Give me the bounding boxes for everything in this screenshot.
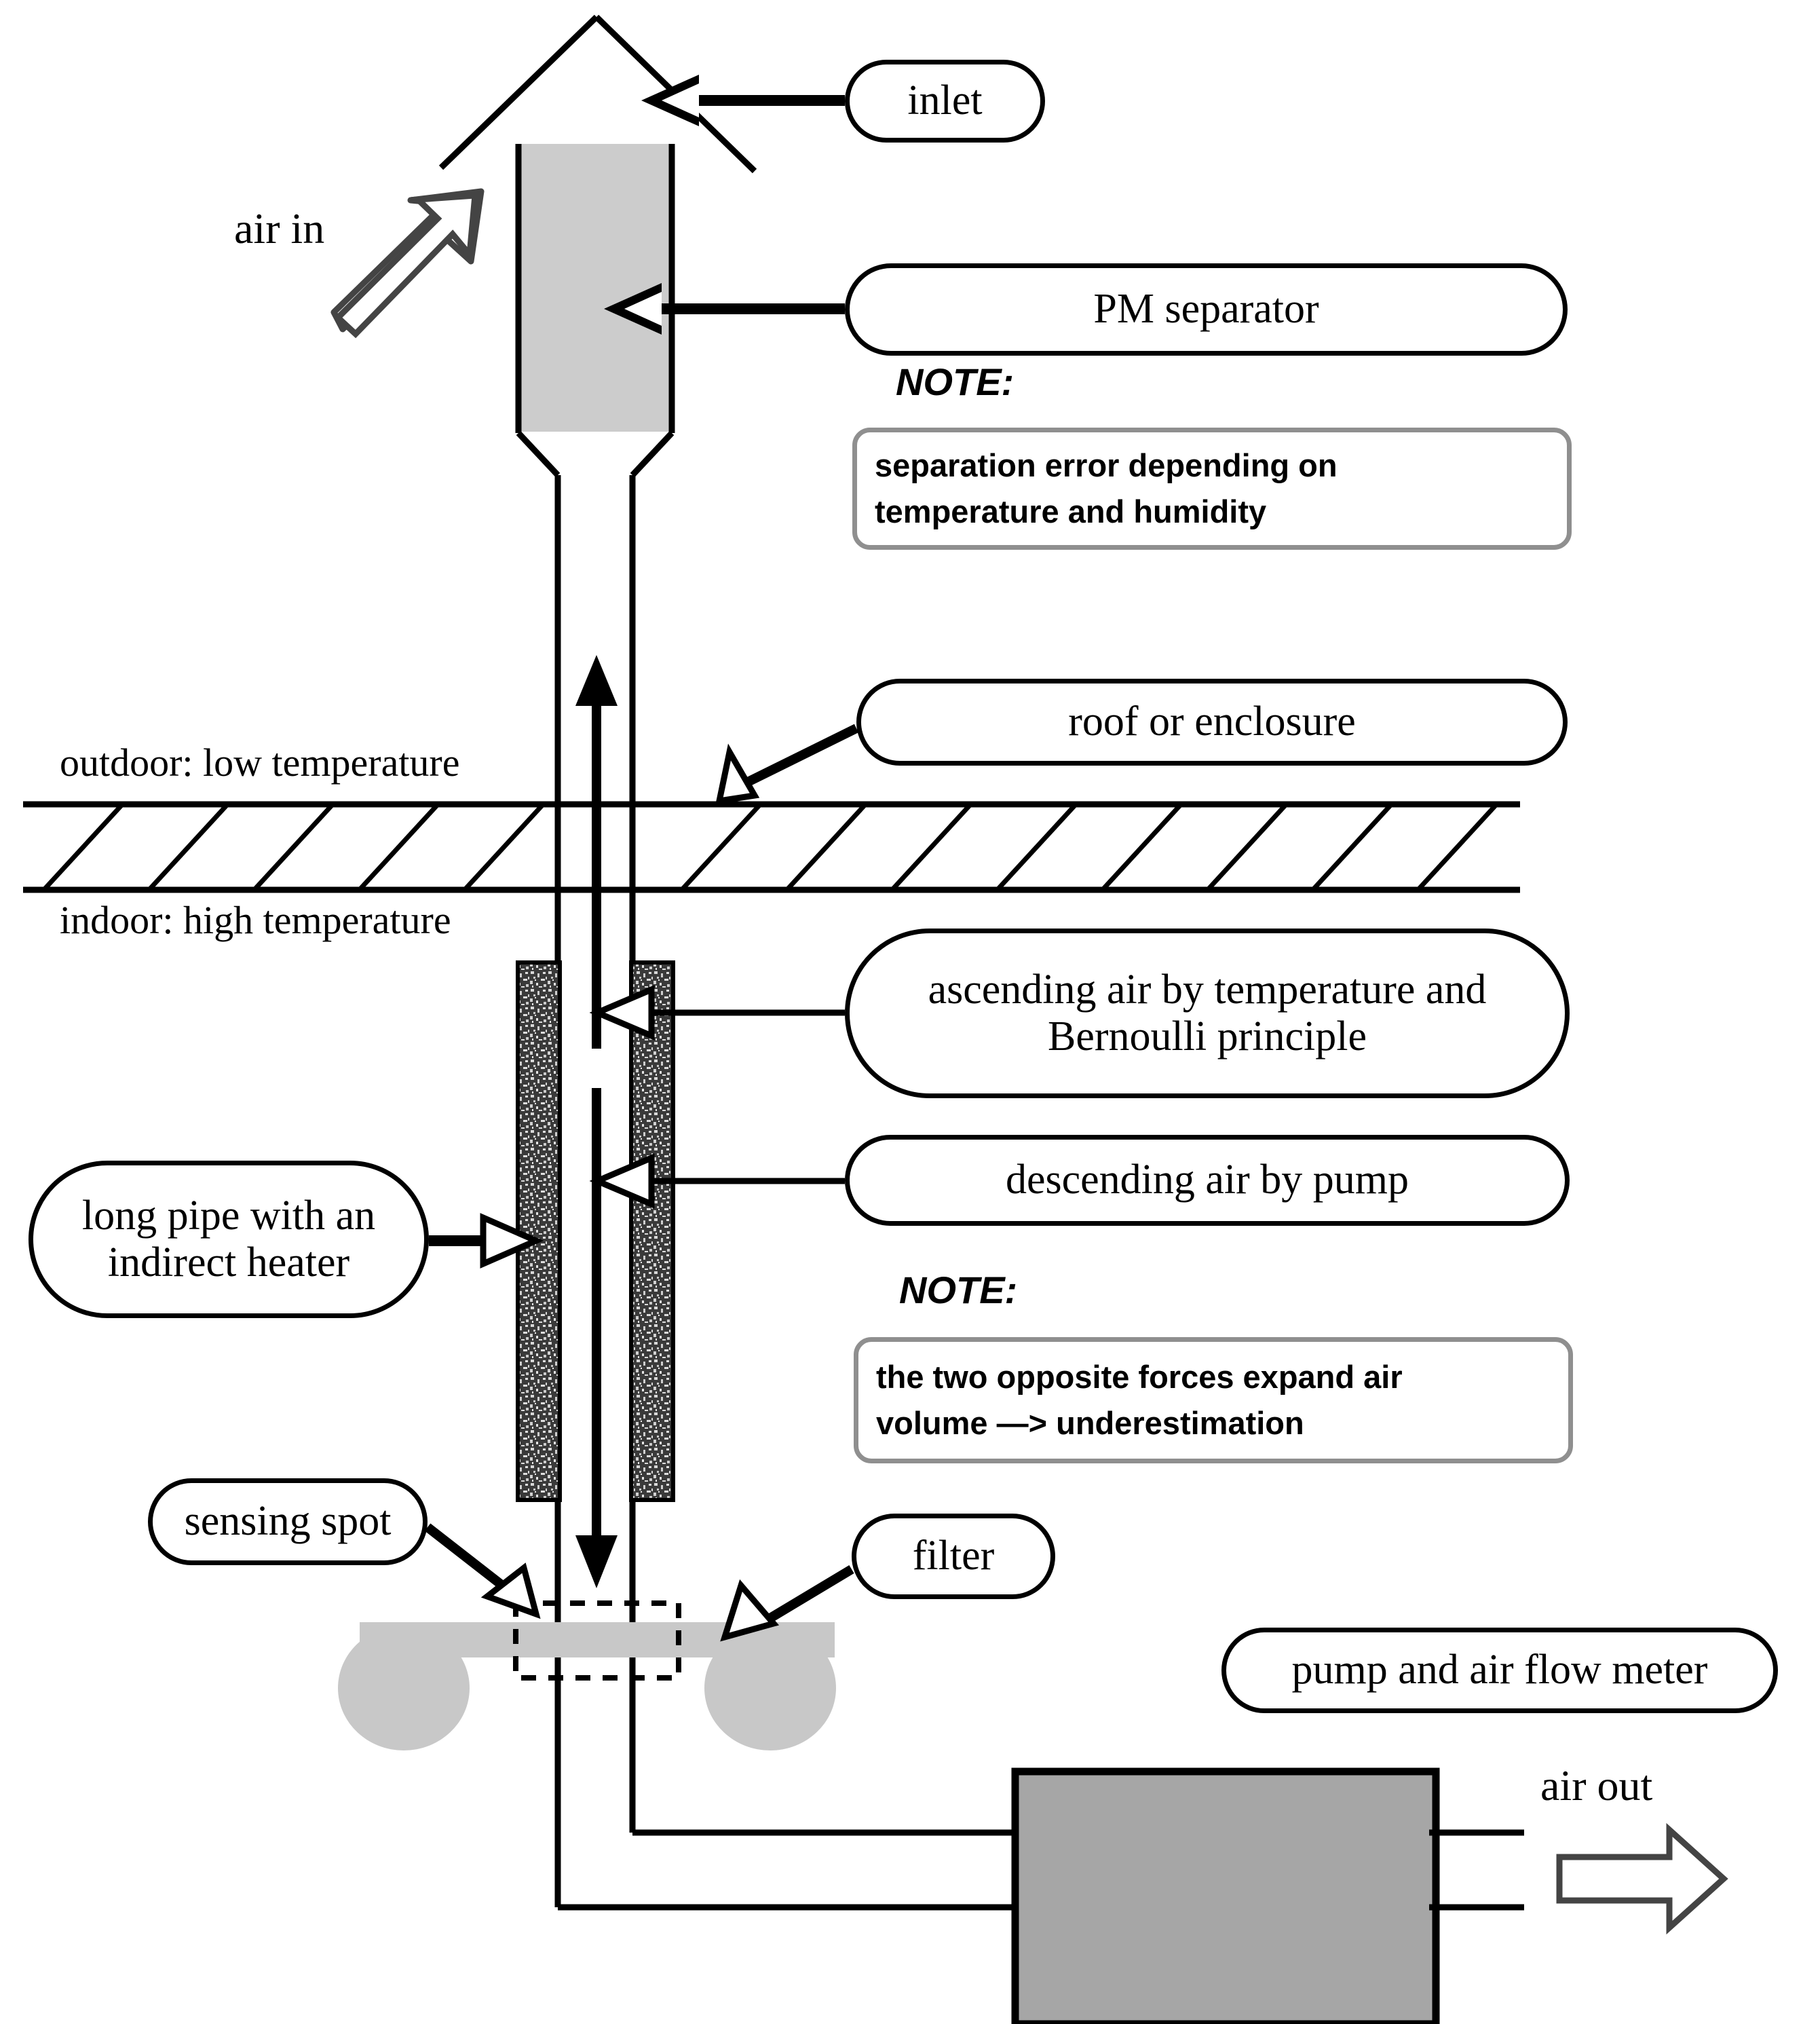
callout-roof-label: roof or enclosure: [1068, 698, 1356, 745]
callout-sensing-spot[interactable]: [148, 1478, 428, 1565]
label-outdoor-text: outdoor: low temperature: [60, 741, 460, 785]
callout-descending-air[interactable]: [845, 1135, 1570, 1226]
note-heading-2-label: NOTE:: [899, 1269, 1018, 1311]
leader-roof: [719, 728, 856, 801]
callout-pm-separator[interactable]: [845, 263, 1568, 356]
note-box-2-line-1: the two opposite forces expand air: [876, 1358, 1403, 1395]
leader-inlet: [641, 75, 845, 126]
note-box-2: [854, 1337, 1573, 1463]
callout-filter[interactable]: [852, 1514, 1055, 1599]
label-indoor-temperature: [60, 897, 451, 943]
leader-ascending: [597, 990, 845, 1036]
label-air-in: [234, 204, 324, 254]
label-air-in-text: air in: [234, 204, 325, 252]
filter-assembly: [338, 1622, 836, 1750]
callout-long-pipe-label: long pipe with an indirect heater: [81, 1192, 376, 1286]
callout-sensing-spot-label: sensing spot: [184, 1498, 392, 1545]
callout-ascending-air[interactable]: [845, 929, 1570, 1098]
callout-ascending-air-label: ascending air by temperature and Bernoulli principle: [928, 966, 1487, 1060]
callout-filter-label: filter: [912, 1533, 995, 1579]
note-heading-2: [899, 1268, 1017, 1312]
indirect-heater-right: [631, 962, 673, 1500]
callout-pump-flow-meter[interactable]: [1221, 1628, 1778, 1713]
label-air-out: [1540, 1761, 1652, 1811]
note-box-1: [852, 428, 1572, 550]
callout-long-pipe[interactable]: [29, 1161, 429, 1318]
callout-roof-or-enclosure[interactable]: [856, 679, 1568, 766]
leader-sensing-spot: [428, 1527, 536, 1614]
label-outdoor-temperature: [60, 740, 460, 785]
label-air-out-text: air out: [1540, 1761, 1653, 1810]
note-box-2-line-2: volume —> underestimation: [876, 1405, 1304, 1441]
ascending-air-arrow: [575, 655, 618, 1049]
air-in-block-arrow: [334, 191, 481, 334]
indirect-heater-left: [518, 962, 560, 1500]
callout-inlet[interactable]: [845, 60, 1045, 143]
callout-descending-air-label: descending air by pump: [1005, 1157, 1409, 1203]
note-heading-1: [896, 360, 1014, 404]
air-out-block-arrow: [1559, 1830, 1724, 1928]
callout-inlet-label: inlet: [907, 77, 983, 124]
label-indoor-text: indoor: high temperature: [60, 898, 451, 942]
descending-air-arrow: [575, 1088, 618, 1588]
note-box-1-line-1: separation error depending on: [875, 447, 1338, 483]
note-box-1-line-2: temperature and humidity: [875, 493, 1267, 529]
callout-pm-separator-label: PM separator: [1093, 286, 1319, 333]
pump-and-flow-meter-box: [1015, 1772, 1524, 2024]
callout-pump-flow-meter-label: pump and air flow meter: [1291, 1647, 1708, 1693]
leader-descending: [597, 1158, 845, 1204]
note-heading-1-label: NOTE:: [896, 360, 1015, 403]
roof-enclosure-band: [23, 801, 1520, 893]
